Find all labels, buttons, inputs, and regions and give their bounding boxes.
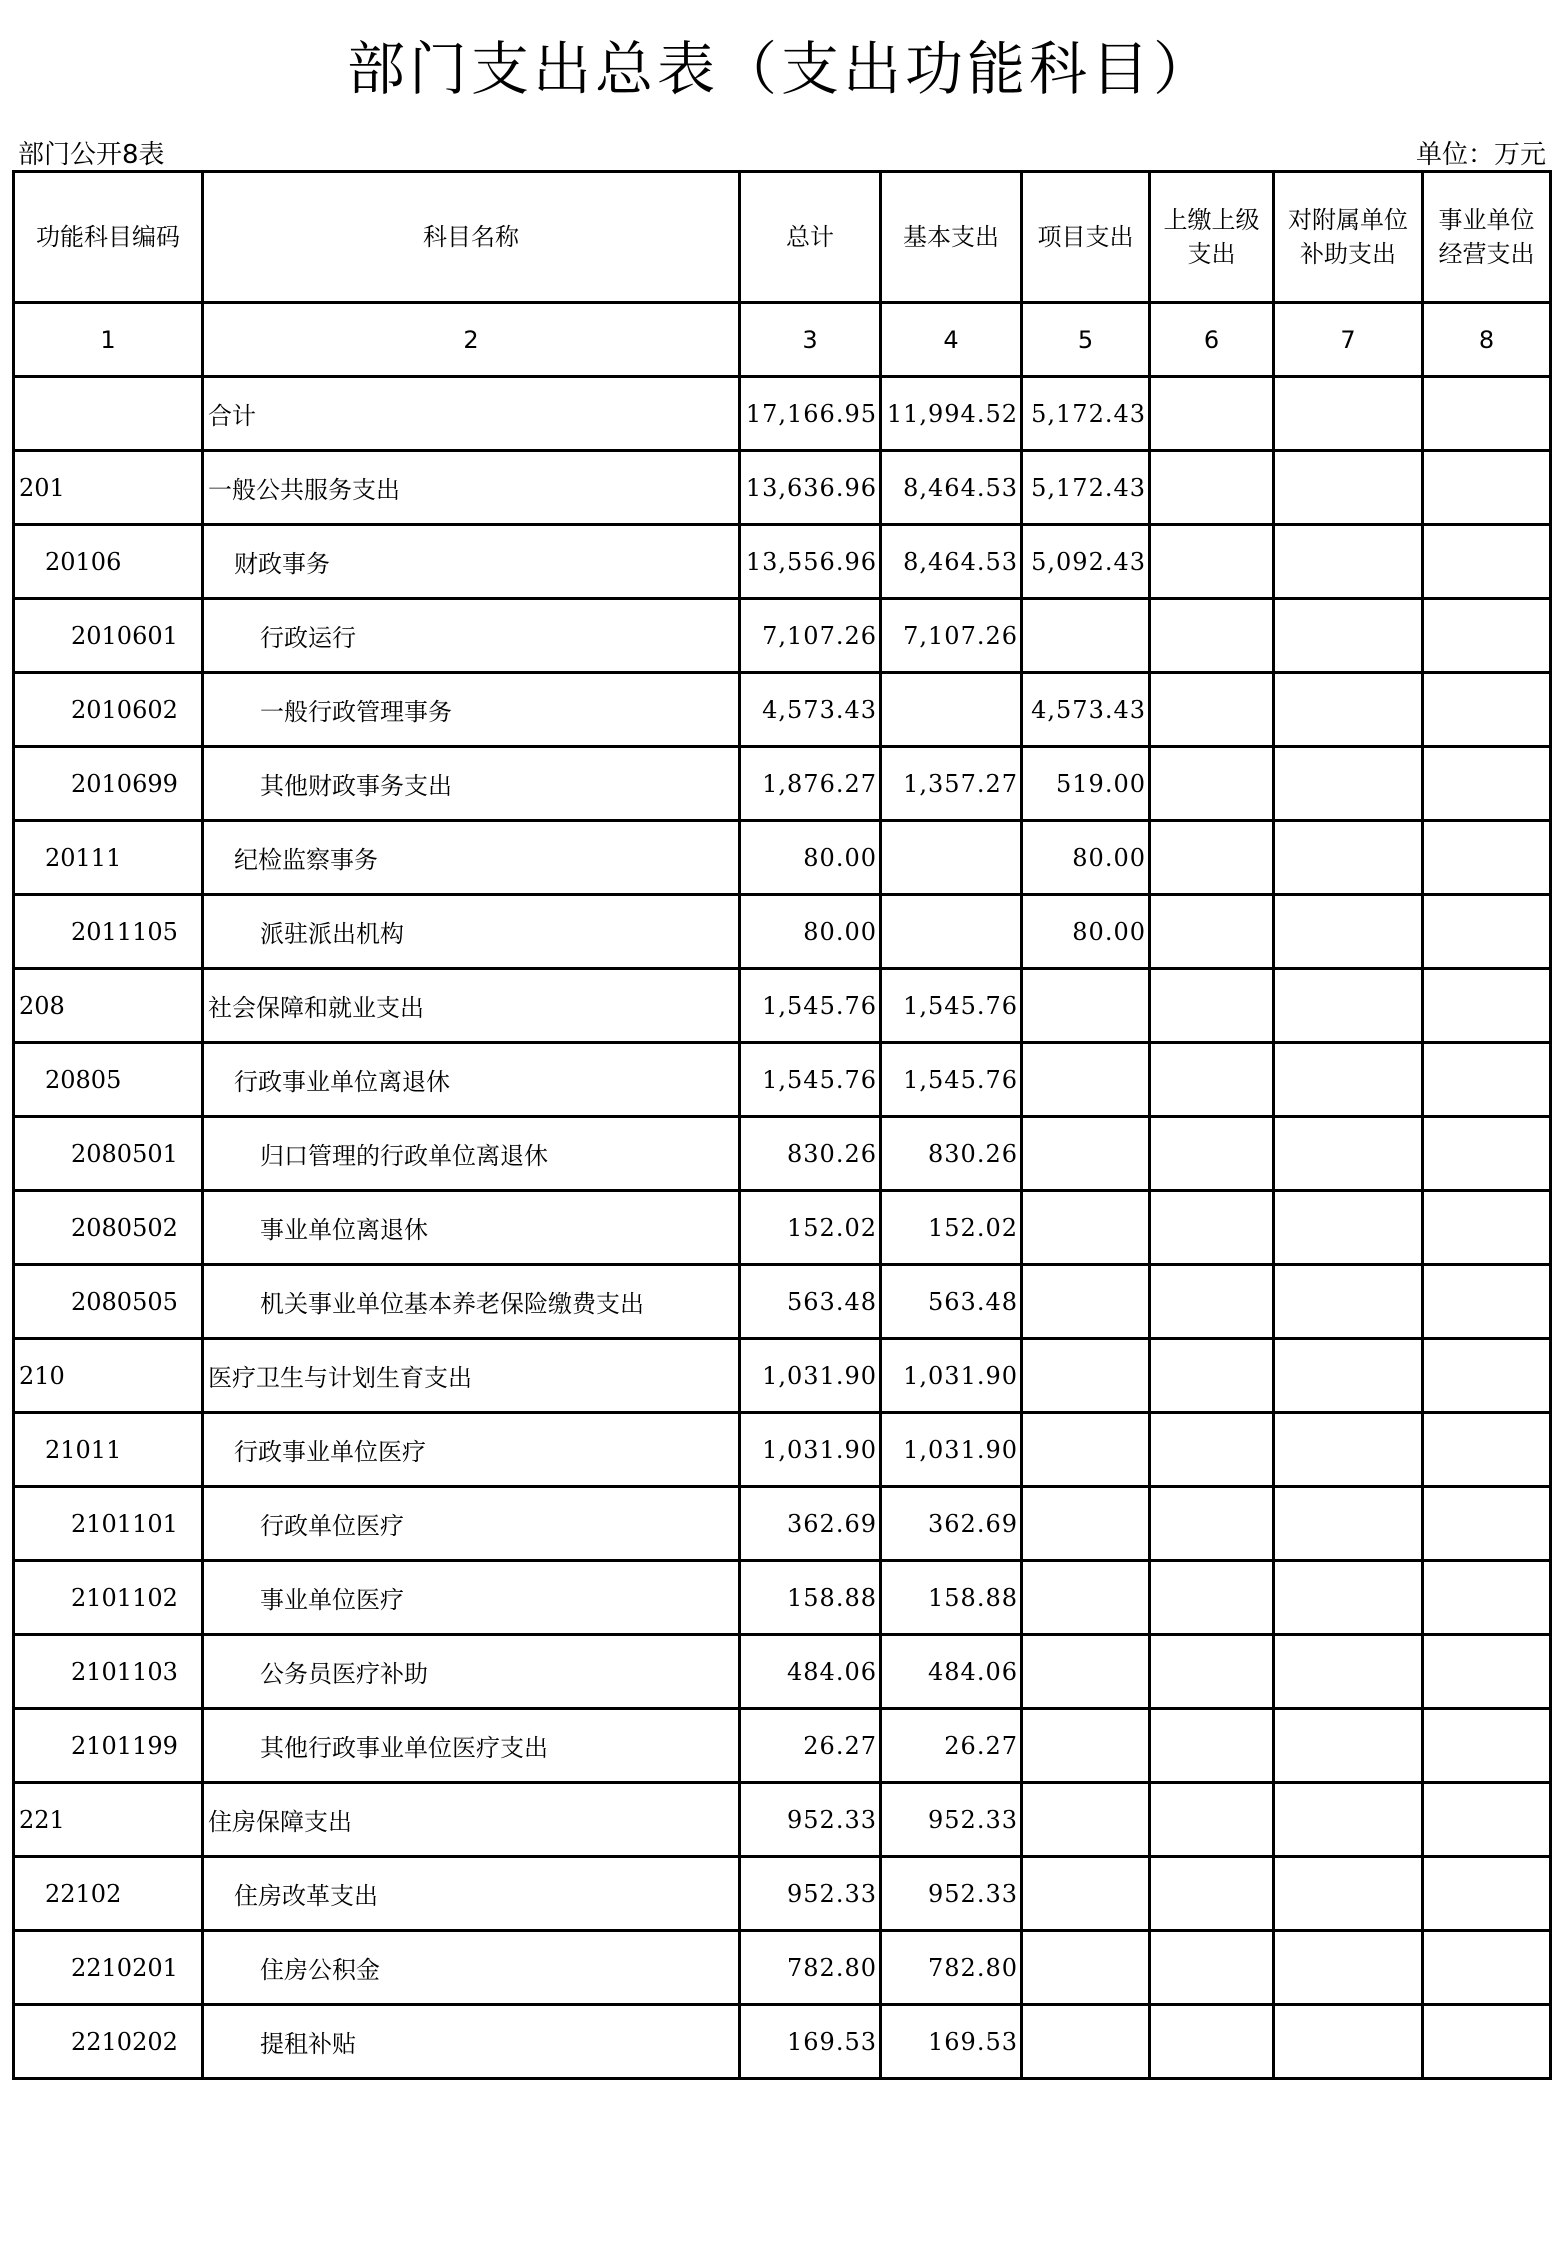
name-cell: 其他财政事务支出 [203,747,740,821]
table-row [14,1635,1551,1709]
name-cell: 纪检监察事务 [203,821,740,895]
total-cell: 158.88 [740,1561,881,1635]
basic-cell: 563.48 [881,1265,1022,1339]
project-cell [1022,1635,1150,1709]
project-cell [1022,1265,1150,1339]
basic-cell: 830.26 [881,1117,1022,1191]
c7-cell [1274,525,1423,599]
col-number: 7 [1274,303,1423,377]
total-cell: 1,545.76 [740,969,881,1043]
c8-cell [1423,1857,1551,1931]
table-row [14,1709,1551,1783]
table-row [14,1191,1551,1265]
name-cell: 机关事业单位基本养老保险缴费支出 [203,1265,740,1339]
table-row [14,895,1551,969]
name-cell: 行政事业单位离退休 [203,1043,740,1117]
basic-cell: 158.88 [881,1561,1022,1635]
code-cell: 210 [14,1339,203,1413]
c6-cell [1150,599,1274,673]
header-total: 总计 [740,172,881,303]
c7-cell [1274,895,1423,969]
code-cell: 20111 [14,821,203,895]
code-cell: 20106 [14,525,203,599]
col-number: 5 [1022,303,1150,377]
name-cell: 公务员医疗补助 [203,1635,740,1709]
header-row [14,172,1551,303]
page-title: 部门支出总表（支出功能科目） [346,35,1215,103]
total-cell: 362.69 [740,1487,881,1561]
c7-cell [1274,1709,1423,1783]
basic-cell: 1,031.90 [881,1339,1022,1413]
name-cell: 事业单位离退休 [203,1191,740,1265]
basic-cell: 782.80 [881,1931,1022,2005]
col-number: 3 [740,303,881,377]
c6-cell [1150,895,1274,969]
c6-cell [1150,1561,1274,1635]
project-cell [1022,2005,1150,2079]
basic-cell: 1,031.90 [881,1413,1022,1487]
project-cell: 5,172.43 [1022,451,1150,525]
project-cell [1022,1191,1150,1265]
project-cell [1022,1339,1150,1413]
name-cell: 其他行政事业单位医疗支出 [203,1709,740,1783]
total-cell: 13,636.96 [740,451,881,525]
c6-cell [1150,1117,1274,1191]
basic-cell: 952.33 [881,1783,1022,1857]
table-row [14,1931,1551,2005]
code-cell: 2210202 [14,2005,203,2079]
name-cell: 住房改革支出 [203,1857,740,1931]
c8-cell [1423,1413,1551,1487]
basic-cell: 11,994.52 [881,377,1022,451]
basic-cell: 952.33 [881,1857,1022,1931]
c8-cell [1423,895,1551,969]
total-cell: 4,573.43 [740,673,881,747]
code-cell: 2080501 [14,1117,203,1191]
code-cell: 2010699 [14,747,203,821]
name-cell: 派驻派出机构 [203,895,740,969]
c7-cell [1274,747,1423,821]
c7-cell [1274,1265,1423,1339]
project-cell [1022,1487,1150,1561]
table-row [14,821,1551,895]
c7-cell [1274,599,1423,673]
c8-cell [1423,1783,1551,1857]
c7-cell [1274,1191,1423,1265]
c8-cell [1423,1561,1551,1635]
header-c6: 上缴上级 支出 [1150,172,1274,303]
name-cell: 一般公共服务支出 [203,451,740,525]
c7-cell [1274,377,1423,451]
project-cell [1022,1709,1150,1783]
table-row [14,673,1551,747]
name-cell: 归口管理的行政单位离退休 [203,1117,740,1191]
table-row [14,1487,1551,1561]
table-row [14,1783,1551,1857]
project-cell: 5,092.43 [1022,525,1150,599]
c6-cell [1150,673,1274,747]
c7-cell [1274,451,1423,525]
total-cell: 952.33 [740,1783,881,1857]
c6-cell [1150,1635,1274,1709]
c6-cell [1150,1783,1274,1857]
c8-cell [1423,2005,1551,2079]
c6-cell [1150,1413,1274,1487]
name-cell: 合计 [203,377,740,451]
code-cell: 2101102 [14,1561,203,1635]
table-row [14,525,1551,599]
table-row [14,1413,1551,1487]
c8-cell [1423,1043,1551,1117]
basic-cell [881,821,1022,895]
c8-cell [1423,451,1551,525]
table-row [14,1265,1551,1339]
table-row [14,377,1551,451]
total-cell: 1,031.90 [740,1339,881,1413]
c6-cell [1150,969,1274,1043]
code-cell: 2080505 [14,1265,203,1339]
c8-cell [1423,525,1551,599]
basic-cell: 1,357.27 [881,747,1022,821]
total-cell: 13,556.96 [740,525,881,599]
c7-cell [1274,1931,1423,2005]
total-cell: 1,545.76 [740,1043,881,1117]
total-cell: 952.33 [740,1857,881,1931]
table-row [14,747,1551,821]
c7-cell [1274,969,1423,1043]
c6-cell [1150,377,1274,451]
project-cell [1022,1413,1150,1487]
basic-cell: 8,464.53 [881,525,1022,599]
name-cell: 行政运行 [203,599,740,673]
total-cell: 152.02 [740,1191,881,1265]
basic-cell: 1,545.76 [881,969,1022,1043]
basic-cell: 169.53 [881,2005,1022,2079]
col-number: 2 [203,303,740,377]
c7-cell [1274,1783,1423,1857]
basic-cell [881,673,1022,747]
header-c7: 对附属单位 补助支出 [1274,172,1423,303]
table-row [14,1561,1551,1635]
header-c8: 事业单位 经营支出 [1423,172,1551,303]
code-cell: 221 [14,1783,203,1857]
basic-cell: 8,464.53 [881,451,1022,525]
code-cell: 201 [14,451,203,525]
c8-cell [1423,747,1551,821]
table-row [14,2005,1551,2079]
code-cell: 2080502 [14,1191,203,1265]
basic-cell: 26.27 [881,1709,1022,1783]
c8-cell [1423,1709,1551,1783]
code-cell: 2011105 [14,895,203,969]
project-cell: 80.00 [1022,821,1150,895]
c8-cell [1423,1339,1551,1413]
code-cell: 2101103 [14,1635,203,1709]
c8-cell [1423,599,1551,673]
col-number: 1 [14,303,203,377]
name-cell: 行政单位医疗 [203,1487,740,1561]
name-cell: 提租补贴 [203,2005,740,2079]
basic-cell: 152.02 [881,1191,1022,1265]
header-project: 项目支出 [1022,172,1150,303]
total-cell: 80.00 [740,895,881,969]
table-row [14,1857,1551,1931]
table-row [14,599,1551,673]
total-cell: 7,107.26 [740,599,881,673]
c7-cell [1274,1635,1423,1709]
c8-cell [1423,821,1551,895]
c6-cell [1150,451,1274,525]
project-cell [1022,1931,1150,2005]
basic-cell: 7,107.26 [881,599,1022,673]
code-cell: 2210201 [14,1931,203,2005]
c7-cell [1274,2005,1423,2079]
table-id-label: 部门公开8表 [18,140,165,170]
project-cell [1022,1857,1150,1931]
c8-cell [1423,969,1551,1043]
name-cell: 住房公积金 [203,1931,740,2005]
name-cell: 住房保障支出 [203,1783,740,1857]
col-number: 4 [881,303,1022,377]
project-cell: 5,172.43 [1022,377,1150,451]
total-cell: 484.06 [740,1635,881,1709]
c8-cell [1423,377,1551,451]
code-cell: 2101199 [14,1709,203,1783]
c8-cell [1423,1265,1551,1339]
c8-cell [1423,673,1551,747]
c6-cell [1150,1043,1274,1117]
c6-cell [1150,1931,1274,2005]
col-number: 6 [1150,303,1274,377]
basic-cell: 1,545.76 [881,1043,1022,1117]
column-number-row [14,303,1551,377]
code-cell: 21011 [14,1413,203,1487]
expenditure-table [12,170,1552,2080]
header-code: 功能科目编码 [14,172,203,303]
name-cell: 一般行政管理事务 [203,673,740,747]
c6-cell [1150,2005,1274,2079]
header-basic: 基本支出 [881,172,1022,303]
c6-cell [1150,1339,1274,1413]
project-cell [1022,1561,1150,1635]
name-cell: 社会保障和就业支出 [203,969,740,1043]
name-cell: 医疗卫生与计划生育支出 [203,1339,740,1413]
code-cell: 2010601 [14,599,203,673]
code-cell [14,377,203,451]
c7-cell [1274,821,1423,895]
basic-cell [881,895,1022,969]
total-cell: 830.26 [740,1117,881,1191]
c6-cell [1150,747,1274,821]
c8-cell [1423,1635,1551,1709]
c6-cell [1150,1191,1274,1265]
project-cell [1022,1117,1150,1191]
c8-cell [1423,1117,1551,1191]
code-cell: 20805 [14,1043,203,1117]
basic-cell: 362.69 [881,1487,1022,1561]
c7-cell [1274,1857,1423,1931]
total-cell: 1,031.90 [740,1413,881,1487]
basic-cell: 484.06 [881,1635,1022,1709]
table-row [14,1117,1551,1191]
code-cell: 22102 [14,1857,203,1931]
project-cell: 80.00 [1022,895,1150,969]
c7-cell [1274,1043,1423,1117]
c6-cell [1150,1857,1274,1931]
c6-cell [1150,1487,1274,1561]
c6-cell [1150,1265,1274,1339]
name-cell: 财政事务 [203,525,740,599]
total-cell: 782.80 [740,1931,881,2005]
table-row [14,969,1551,1043]
project-cell: 4,573.43 [1022,673,1150,747]
c7-cell [1274,673,1423,747]
total-cell: 1,876.27 [740,747,881,821]
project-cell [1022,599,1150,673]
total-cell: 26.27 [740,1709,881,1783]
name-cell: 事业单位医疗 [203,1561,740,1635]
project-cell [1022,1043,1150,1117]
c8-cell [1423,1931,1551,2005]
project-cell: 519.00 [1022,747,1150,821]
total-cell: 80.00 [740,821,881,895]
total-cell: 17,166.95 [740,377,881,451]
c7-cell [1274,1117,1423,1191]
c7-cell [1274,1561,1423,1635]
project-cell [1022,969,1150,1043]
c7-cell [1274,1487,1423,1561]
code-cell: 2101101 [14,1487,203,1561]
unit-label: 单位：万元 [1415,140,1546,170]
c7-cell [1274,1413,1423,1487]
table-row [14,1043,1551,1117]
c6-cell [1150,821,1274,895]
name-cell: 行政事业单位医疗 [203,1413,740,1487]
col-number: 8 [1423,303,1551,377]
header-name: 科目名称 [203,172,740,303]
c6-cell [1150,525,1274,599]
c7-cell [1274,1339,1423,1413]
table-row [14,451,1551,525]
c6-cell [1150,1709,1274,1783]
total-cell: 169.53 [740,2005,881,2079]
code-cell: 208 [14,969,203,1043]
code-cell: 2010602 [14,673,203,747]
c8-cell [1423,1191,1551,1265]
project-cell [1022,1783,1150,1857]
total-cell: 563.48 [740,1265,881,1339]
c8-cell [1423,1487,1551,1561]
table-row [14,1339,1551,1413]
